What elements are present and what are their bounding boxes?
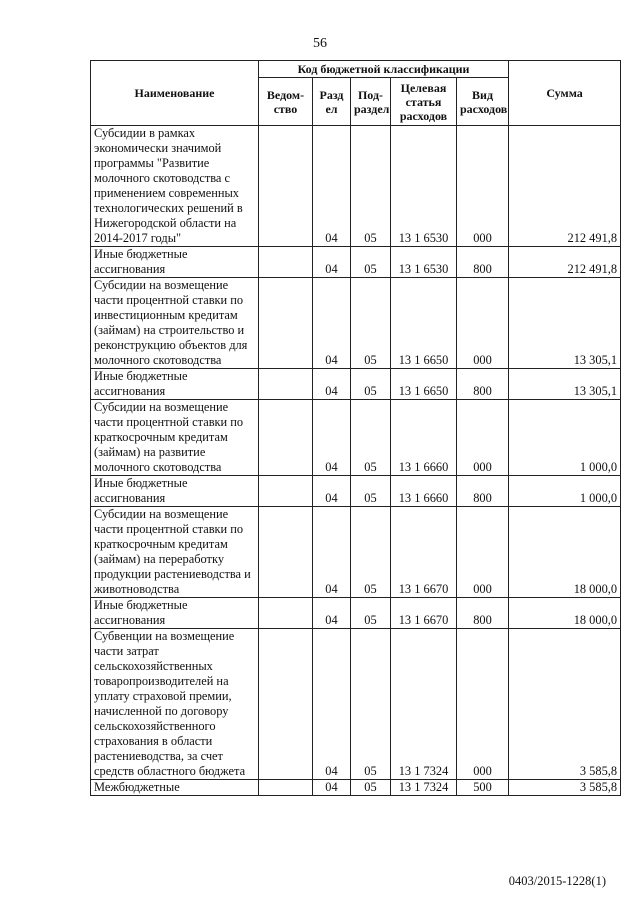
row-kind: 800: [457, 369, 509, 400]
table-row: [91, 400, 621, 476]
row-name: Субсидии на возмещение части процентной ставки по краткосрочным кредитам (займам) на развитие молочного скотоводства: [91, 400, 259, 476]
row-dept: [259, 780, 313, 796]
header-code-group: Код бюджетной классификации: [259, 61, 509, 78]
table-row: [91, 598, 621, 629]
table-row: [91, 476, 621, 507]
row-target: 13 1 7324: [391, 629, 457, 780]
table-row: [91, 247, 621, 278]
row-name: Межбюджетные: [91, 780, 259, 796]
row-subsection: 05: [351, 629, 391, 780]
row-section: 04: [313, 247, 351, 278]
row-dept: [259, 247, 313, 278]
table-row: [91, 780, 621, 796]
row-kind: 800: [457, 247, 509, 278]
table-row: [91, 369, 621, 400]
row-target: 13 1 6660: [391, 476, 457, 507]
row-sum: 3 585,8: [509, 780, 621, 796]
row-section: 04: [313, 278, 351, 369]
row-dept: [259, 369, 313, 400]
row-name: Субвенции на возмещение части затрат сельскохозяйственных товаропроизводителей на уплату страховой премии, начисленной по договору сельскохозяйственного страхования в области растениеводства, за счет средств областного бюджета: [91, 629, 259, 780]
document-code: 0403/2015-1228(1): [508, 874, 606, 888]
table-row: [91, 126, 621, 247]
row-target: 13 1 7324: [391, 780, 457, 796]
row-kind: 500: [457, 780, 509, 796]
row-subsection: 05: [351, 400, 391, 476]
row-section: 04: [313, 476, 351, 507]
row-section: 04: [313, 780, 351, 796]
header-dept: Ведом-ство: [259, 78, 313, 126]
row-dept: [259, 629, 313, 780]
row-kind: 800: [457, 598, 509, 629]
row-sum: 1 000,0: [509, 476, 621, 507]
row-kind: 800: [457, 476, 509, 507]
table-row: [91, 278, 621, 369]
row-target: 13 1 6650: [391, 278, 457, 369]
row-dept: [259, 126, 313, 247]
row-section: 04: [313, 126, 351, 247]
row-section: 04: [313, 598, 351, 629]
header-section: Разд ел: [313, 78, 351, 126]
row-section: 04: [313, 400, 351, 476]
row-sum: 13 305,1: [509, 278, 621, 369]
row-section: 04: [313, 507, 351, 598]
row-dept: [259, 400, 313, 476]
row-target: 13 1 6670: [391, 507, 457, 598]
row-sum: 3 585,8: [509, 629, 621, 780]
row-dept: [259, 278, 313, 369]
row-subsection: 05: [351, 247, 391, 278]
row-target: 13 1 6530: [391, 247, 457, 278]
row-subsection: 05: [351, 780, 391, 796]
row-target: 13 1 6660: [391, 400, 457, 476]
row-dept: [259, 476, 313, 507]
row-target: 13 1 6530: [391, 126, 457, 247]
header-subsection: Под-раздел: [351, 78, 391, 126]
row-subsection: 05: [351, 598, 391, 629]
header-sum: Сумма: [509, 61, 621, 126]
row-dept: [259, 598, 313, 629]
row-name: Субсидии на возмещение части процентной ставки по инвестиционным кредитам (займам) на строительство и реконструкцию объектов для молочного скотоводства: [91, 278, 259, 369]
row-subsection: 05: [351, 507, 391, 598]
page-number: 56: [313, 36, 327, 51]
row-name: Субсидии на возмещение части процентной ставки по краткосрочным кредитам (займам) на переработку продукции растениеводства и животноводства: [91, 507, 259, 598]
row-target: 13 1 6670: [391, 598, 457, 629]
row-subsection: 05: [351, 476, 391, 507]
row-target: 13 1 6650: [391, 369, 457, 400]
budget-table: [90, 60, 621, 796]
row-sum: 1 000,0: [509, 400, 621, 476]
row-kind: 000: [457, 278, 509, 369]
row-section: 04: [313, 369, 351, 400]
row-name: Субсидии в рамках экономически значимой программы "Развитие молочного скотоводства с применением современных технологических решений в Нижегородской области на 2014-2017 годы": [91, 126, 259, 247]
header-name: Наименование: [91, 61, 259, 126]
header-target: Целевая статья расходов: [391, 78, 457, 126]
table-header: [91, 61, 621, 126]
table-body: [91, 126, 621, 796]
row-name: Иные бюджетные ассигнования: [91, 598, 259, 629]
row-name: Иные бюджетные ассигнования: [91, 476, 259, 507]
row-name: Иные бюджетные ассигнования: [91, 369, 259, 400]
row-sum: 18 000,0: [509, 598, 621, 629]
row-subsection: 05: [351, 278, 391, 369]
row-subsection: 05: [351, 126, 391, 247]
row-kind: 000: [457, 629, 509, 780]
row-sum: 212 491,8: [509, 126, 621, 247]
row-name: Иные бюджетные ассигнования: [91, 247, 259, 278]
row-section: 04: [313, 629, 351, 780]
row-dept: [259, 507, 313, 598]
row-sum: 18 000,0: [509, 507, 621, 598]
row-sum: 212 491,8: [509, 247, 621, 278]
row-sum: 13 305,1: [509, 369, 621, 400]
header-kind: Вид расходов: [457, 78, 509, 126]
row-kind: 000: [457, 126, 509, 247]
table-row: [91, 629, 621, 780]
row-subsection: 05: [351, 369, 391, 400]
table-row: [91, 507, 621, 598]
row-kind: 000: [457, 507, 509, 598]
row-kind: 000: [457, 400, 509, 476]
